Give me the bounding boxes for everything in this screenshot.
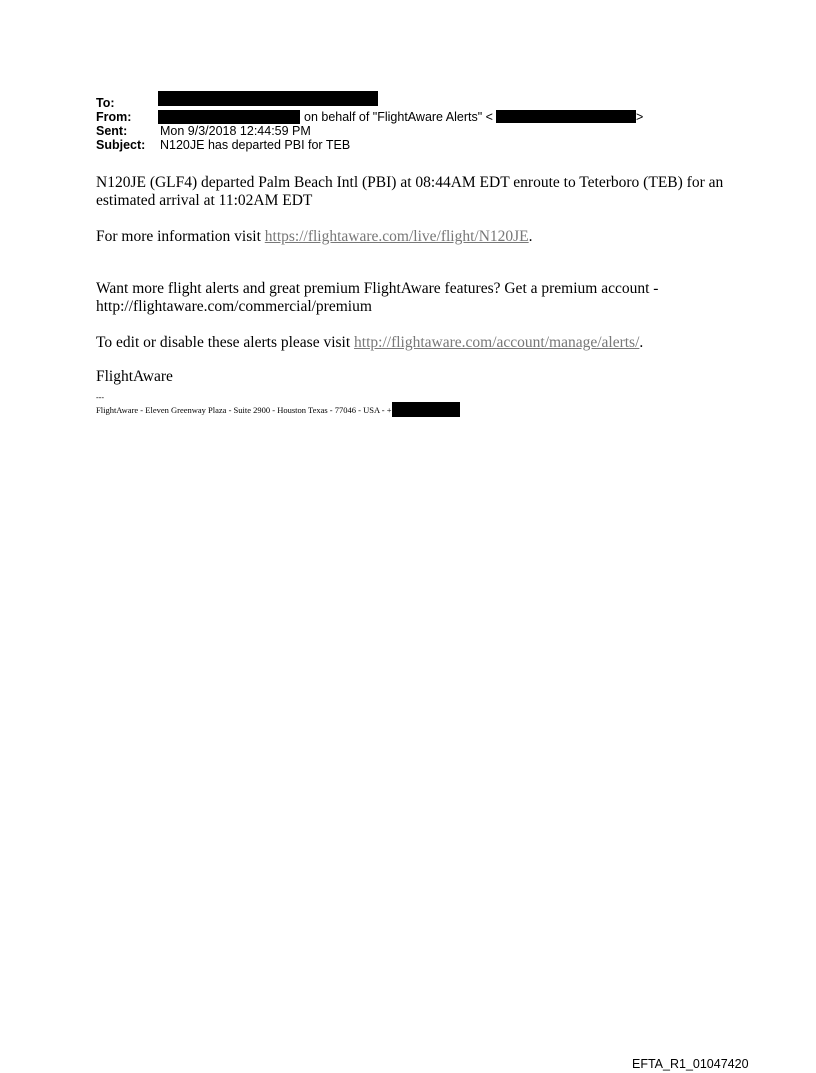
signature: FlightAware [96,368,173,385]
subject-value: N120JE has departed PBI for TEB [160,138,351,152]
edit-suffix: . [639,334,644,351]
more-info-paragraph [96,228,736,246]
redaction-phone [392,402,460,417]
from-behalf-text: on behalf of "FlightAware Alerts" < [304,110,493,124]
bates-number: EFTA_R1_01047420 [632,1057,749,1071]
more-info-prefix: For more information visit [96,228,265,245]
premium-paragraph: Want more flight alerts and great premium FlightAware features? Get a premium account - http://flightaware.com/commercial/premium [96,280,659,315]
sent-value: Mon 9/3/2018 12:44:59 PM [160,124,311,138]
edit-prefix: To edit or disable these alerts please visit [96,334,355,351]
subject-label: Subject: [96,138,146,152]
from-value [304,110,643,124]
to-label: To: [96,96,115,110]
flight-link[interactable]: https://flightaware.com/live/flight/N120JE [264,228,529,245]
email-footer [96,393,460,417]
manage-alerts-link[interactable]: http://flightaware.com/account/manage/alerts/ [354,334,640,351]
sent-label: Sent: [96,124,128,138]
redaction-from-sender [158,110,300,124]
redaction-from-address [496,110,636,123]
from-end-text: > [635,110,644,124]
departure-paragraph: N120JE (GLF4) departed Palm Beach Intl (PBI) at 08:44AM EDT enroute to Teterboro (TEB) for an estimated arrival at 11:02AM EDT [96,174,724,209]
redaction-to [158,91,378,106]
footer-address: FlightAware - Eleven Greenway Plaza - Suite 2900 - Houston Texas - 77046 - USA - + [96,405,392,415]
more-info-suffix: . [528,228,533,245]
footer-separator: --- [96,393,104,402]
from-label: From: [96,110,132,124]
edit-alerts-paragraph [96,334,736,352]
